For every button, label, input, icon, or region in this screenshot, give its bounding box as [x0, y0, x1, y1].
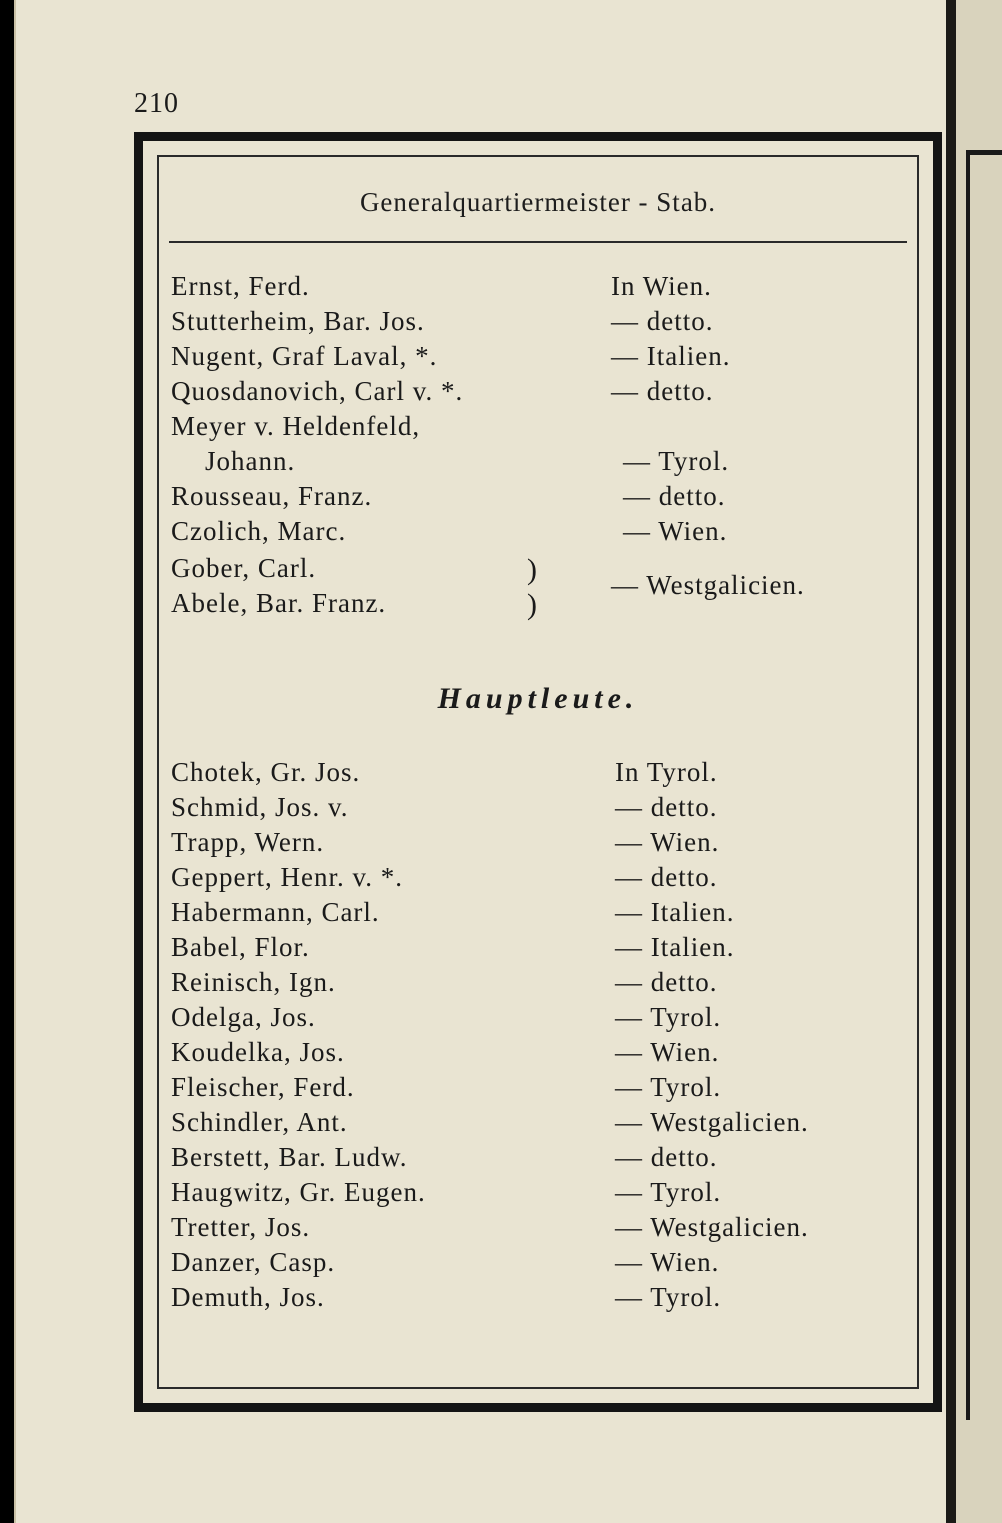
captain-name: Koudelka, Jos. [171, 1037, 345, 1067]
bracket-mark: ) [527, 588, 537, 621]
captain-name: Tretter, Jos. [171, 1212, 311, 1242]
captain-location: — Westgalicien. [615, 1107, 809, 1137]
page-number: 210 [134, 88, 179, 119]
staff-name: Nugent, Graf Laval, *. [171, 341, 438, 371]
captain-name: Geppert, Henr. v. *. [171, 862, 403, 892]
frame-inner-border [157, 155, 919, 1389]
captain-location: — detto. [615, 967, 718, 997]
captain-name: Chotek, Gr. Jos. [171, 757, 361, 787]
staff-name: Rousseau, Franz. [171, 481, 373, 511]
staff-name: Johann. [205, 446, 296, 476]
staff-location: In Wien. [611, 271, 712, 301]
captain-location: — Wien. [615, 1247, 720, 1277]
staff-name: Meyer v. Heldenfeld, [171, 411, 421, 441]
adjacent-frame-rule-vertical [966, 150, 970, 1420]
captain-name: Berstett, Bar. Ludw. [171, 1142, 408, 1172]
staff-name: Stutterheim, Bar. Jos. [171, 306, 425, 336]
captain-location: — detto. [615, 1142, 718, 1172]
staff-location: — detto. [611, 306, 714, 336]
captain-location: — Italien. [615, 897, 735, 927]
staff-name: Abele, Bar. Franz. [171, 588, 387, 618]
captain-location: — Westgalicien. [615, 1212, 809, 1242]
captain-location: — Italien. [615, 932, 735, 962]
captain-name: Danzer, Casp. [171, 1247, 336, 1277]
section-title: Hauptleute. [437, 682, 639, 715]
staff-location: — detto. [611, 376, 714, 406]
book-page [14, 0, 948, 1523]
captain-location: — detto. [615, 792, 718, 822]
captain-name: Fleischer, Ferd. [171, 1072, 355, 1102]
staff-location: — Wien. [623, 516, 728, 546]
captain-name: Trapp, Wern. [171, 827, 325, 857]
captain-location: — Tyrol. [615, 1177, 722, 1207]
captain-location: — Tyrol. [615, 1002, 722, 1032]
adjacent-page-edge [956, 0, 1002, 1523]
staff-location: — Italien. [611, 341, 731, 371]
captain-location: — Wien. [615, 1037, 720, 1067]
staff-location: — Tyrol. [623, 446, 730, 476]
grouped-location: — Westgalicien. [611, 570, 805, 600]
bracket-mark: ) [527, 553, 537, 586]
captain-location: In Tyrol. [615, 757, 718, 787]
captain-location: — Tyrol. [615, 1072, 722, 1102]
captain-name: Demuth, Jos. [171, 1282, 325, 1312]
staff-name: Quosdanovich, Carl v. *. [171, 376, 464, 406]
captain-name: Babel, Flor. [171, 932, 310, 962]
captain-name: Schindler, Ant. [171, 1107, 348, 1137]
captain-name: Schmid, Jos. v. [171, 792, 349, 822]
staff-name: Czolich, Marc. [171, 516, 347, 546]
captain-location: — Tyrol. [615, 1282, 722, 1312]
staff-name: Gober, Carl. [171, 553, 317, 583]
page-header: Generalquartiermeister - Stab. [359, 187, 717, 217]
captain-name: Habermann, Carl. [171, 897, 380, 927]
staff-location: — detto. [623, 481, 726, 511]
captain-name: Odelga, Jos. [171, 1002, 316, 1032]
captain-name: Haugwitz, Gr. Eugen. [171, 1177, 426, 1207]
staff-name: Ernst, Ferd. [171, 271, 310, 301]
adjacent-frame-rule [966, 150, 1002, 155]
header-rule [169, 241, 907, 243]
captain-name: Reinisch, Ign. [171, 967, 336, 997]
captain-location: — Wien. [615, 827, 720, 857]
captain-location: — detto. [615, 862, 718, 892]
page-frame [134, 132, 942, 1412]
